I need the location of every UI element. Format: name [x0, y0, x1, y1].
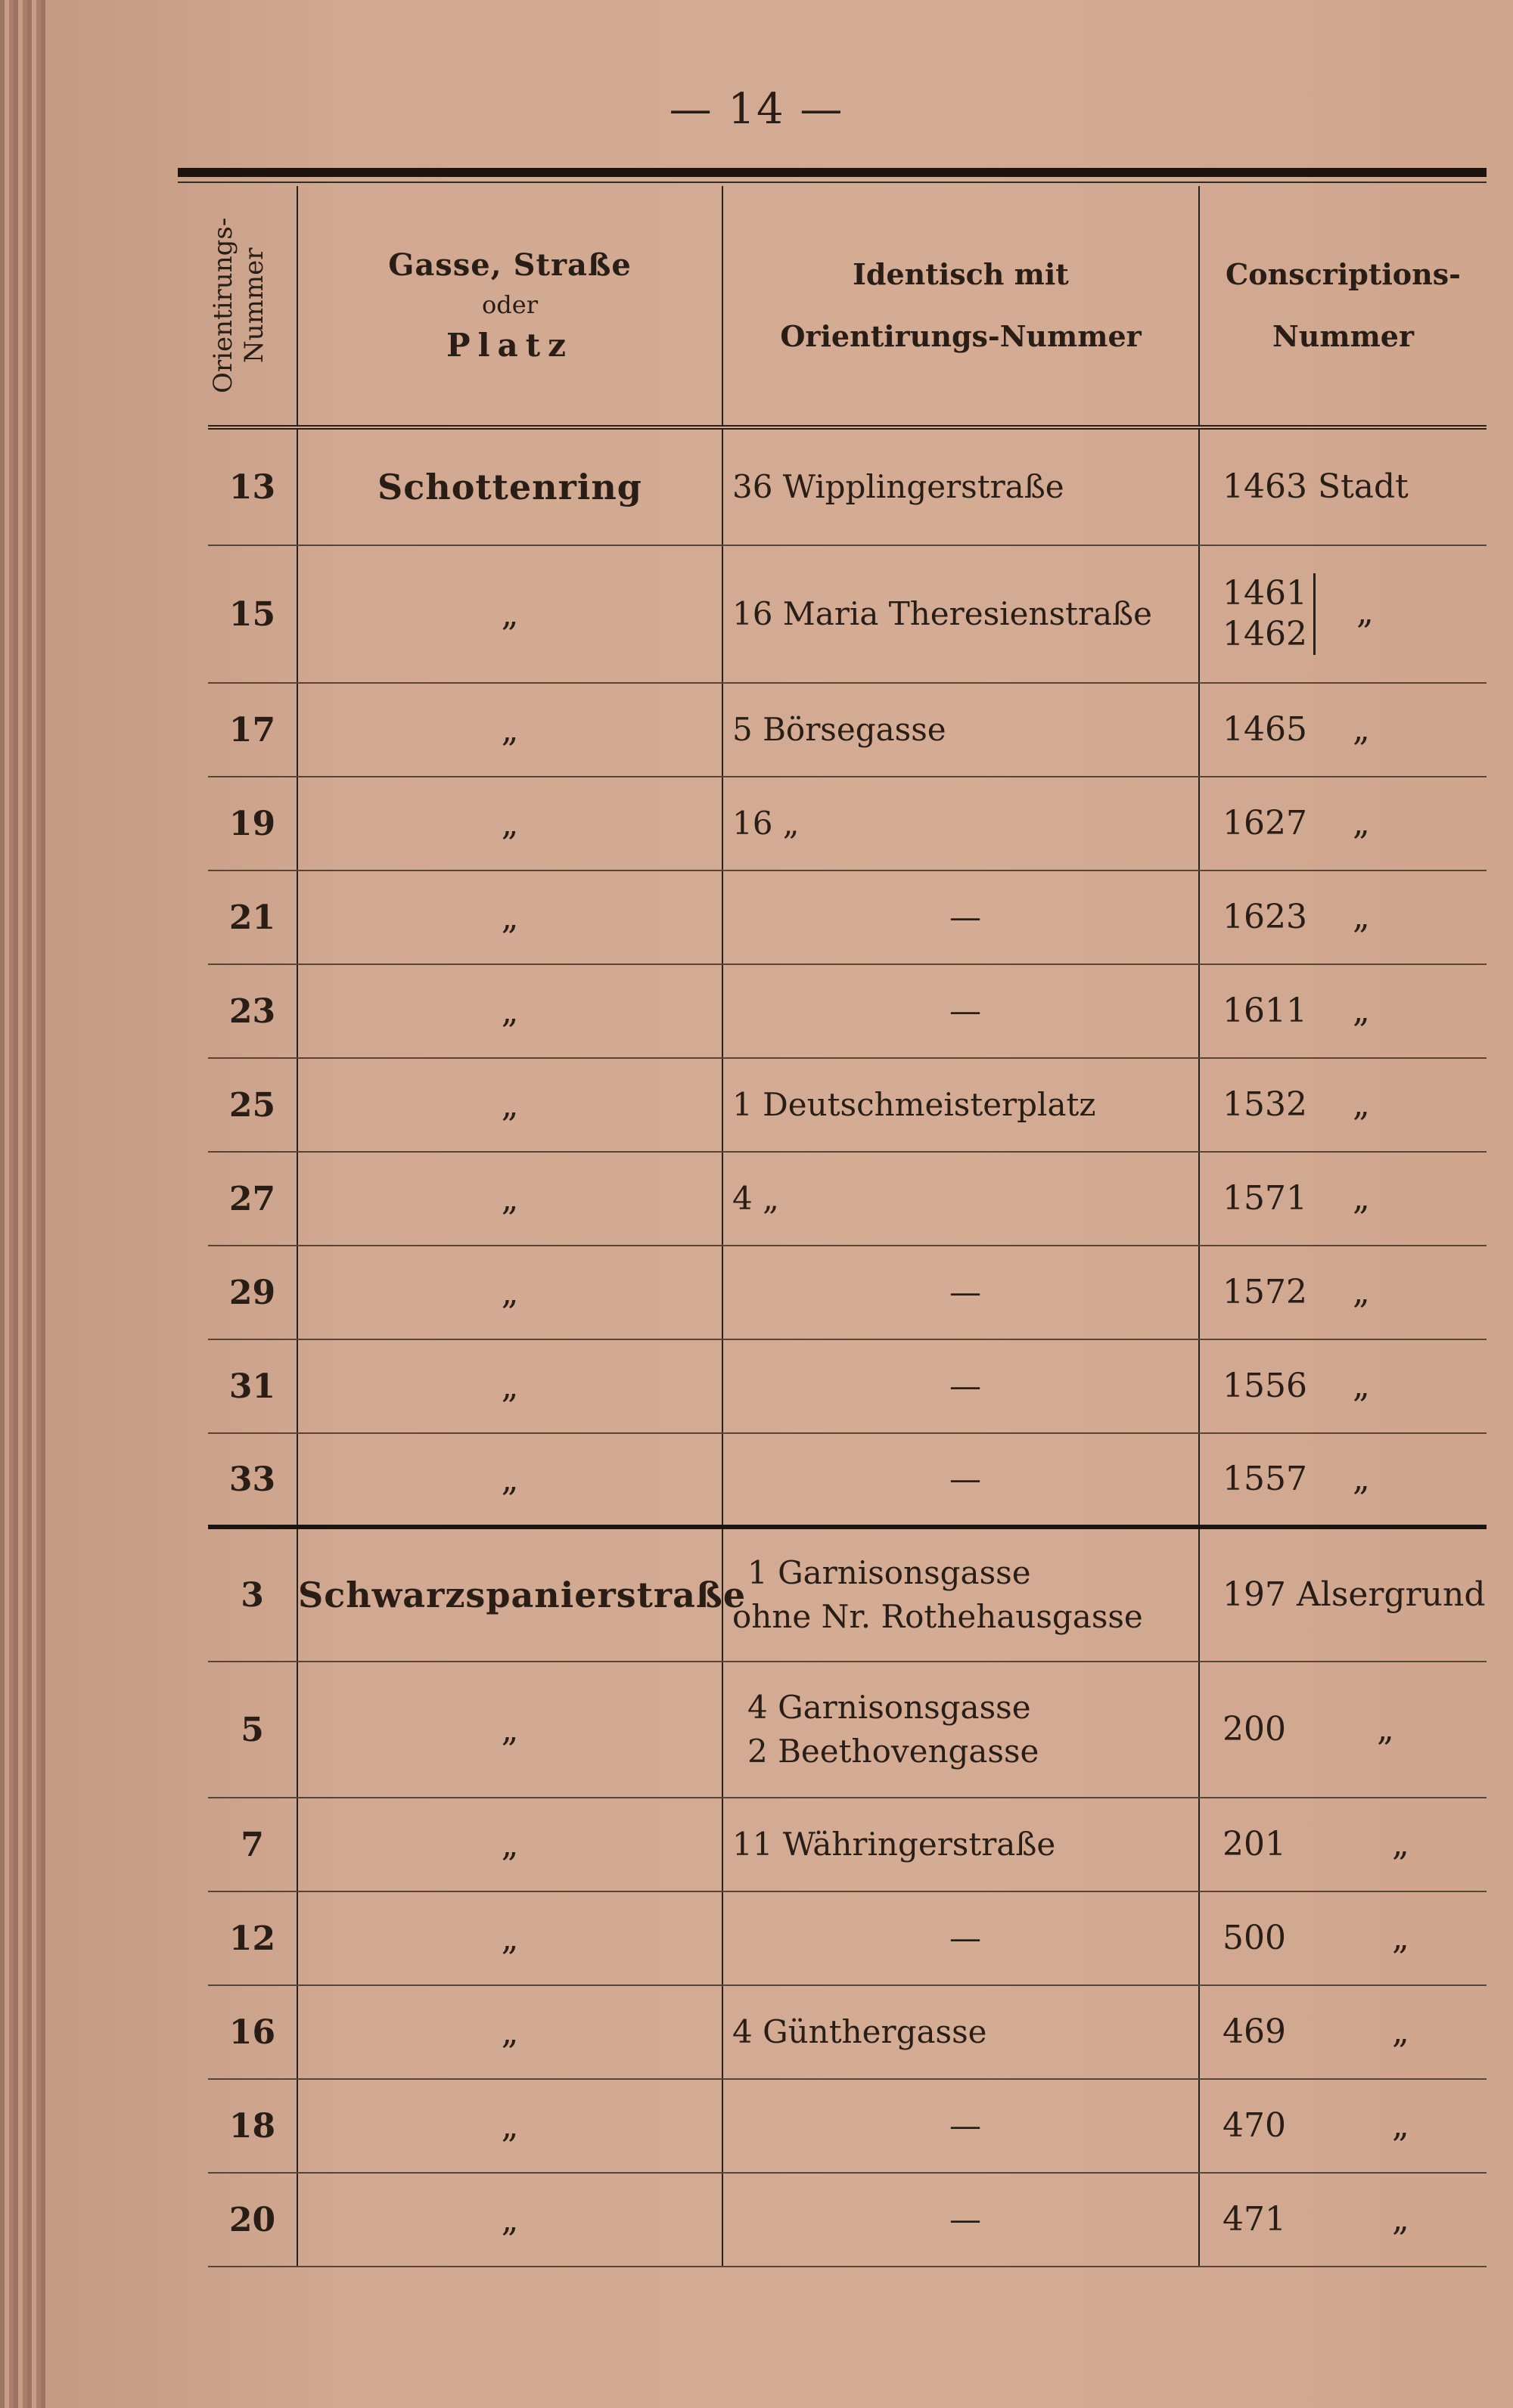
conscription-value: 201 [1223, 1825, 1286, 1863]
table-row [208, 964, 1487, 1058]
header-orientation [208, 186, 297, 427]
table-row [208, 1662, 1487, 1798]
identical-with: — [722, 1246, 1199, 1339]
orientation-number: 3 [208, 1527, 297, 1662]
orientation-number: 15 [208, 545, 297, 683]
table-row [208, 1798, 1487, 1891]
identical-with: — [722, 1891, 1199, 1985]
table-row [208, 1058, 1487, 1152]
ditto-mark: „ [1352, 1460, 1370, 1498]
conscription-value: 469 [1223, 2012, 1286, 2051]
identical-with-line2: ohne Nr. Rothehausgasse [732, 1598, 1143, 1635]
orientation-number: 13 [208, 427, 297, 545]
section-schottenring [208, 427, 1487, 1527]
conscription-number [1199, 1246, 1487, 1339]
identical-with: 5 Börsegasse [722, 683, 1199, 777]
conscription-number [1199, 683, 1487, 777]
ditto-mark: „ [1352, 898, 1370, 936]
table-row [208, 870, 1487, 964]
table-row [208, 1985, 1487, 2079]
identical-with: — [722, 2173, 1199, 2267]
street-name: „ [297, 1058, 722, 1152]
conscription-number [1199, 1662, 1487, 1798]
identical-with [722, 1662, 1199, 1798]
conscription-value: 1556 [1223, 1367, 1307, 1405]
table-row [208, 1339, 1487, 1433]
conscription-number-a: 1461 [1223, 574, 1307, 613]
orientation-number: 12 [208, 1891, 297, 1985]
ditto-mark: „ [1391, 2200, 1409, 2239]
orientation-number: 23 [208, 964, 297, 1058]
conscription-value: 1623 [1223, 898, 1307, 936]
conscription-number [1199, 2079, 1487, 2173]
table-row [208, 2173, 1487, 2267]
identical-with: 4 „ [722, 1152, 1199, 1246]
header-street-line1: Gasse, Straße [388, 247, 632, 283]
page-number: — 14 — [669, 85, 844, 134]
conscription-number [1199, 1891, 1487, 1985]
identical-with: 1 Deutschmeisterplatz [722, 1058, 1199, 1152]
street-name: Schwarzspanierstraße [297, 1527, 722, 1662]
ditto-mark: „ [1352, 1085, 1370, 1124]
table-row [208, 777, 1487, 870]
identical-with: — [722, 1339, 1199, 1433]
street-name: „ [297, 2173, 722, 2267]
conscription-number [1199, 545, 1487, 683]
ditto-mark: „ [1391, 2012, 1409, 2051]
table-row [208, 545, 1487, 683]
header-conscription-line1: Conscriptions- [1226, 257, 1461, 291]
conscription-value: 1572 [1223, 1273, 1307, 1311]
address-table [208, 186, 1487, 2267]
identical-with: — [722, 964, 1199, 1058]
orientation-number: 17 [208, 683, 297, 777]
table-row [208, 427, 1487, 545]
orientation-number: 7 [208, 1798, 297, 1891]
table-row [208, 2079, 1487, 2173]
conscription-number [1199, 964, 1487, 1058]
conscription-number [1199, 870, 1487, 964]
header-identical-line2: Orientirungs-Nummer [780, 319, 1142, 353]
conscription-number [1199, 1339, 1487, 1433]
header-conscription-line2: Nummer [1272, 319, 1414, 353]
street-name: „ [297, 1246, 722, 1339]
identical-with: 11 Währingerstraße [722, 1798, 1199, 1891]
street-name: „ [297, 870, 722, 964]
street-name: „ [297, 1152, 722, 1246]
street-name: „ [297, 1433, 722, 1527]
orientation-number: 25 [208, 1058, 297, 1152]
street-name: „ [297, 683, 722, 777]
conscription-number [1199, 1985, 1487, 2079]
street-name: Schottenring [297, 427, 722, 545]
header-street-line3: Platz [446, 327, 573, 364]
header-identical [722, 186, 1199, 427]
header-orientation-label: Orientirungs-Nummer [208, 217, 269, 394]
identical-with: — [722, 2079, 1199, 2173]
conscription-value: 470 [1223, 2106, 1286, 2145]
orientation-number: 29 [208, 1246, 297, 1339]
orientation-number: 27 [208, 1152, 297, 1246]
table-row [208, 1527, 1487, 1662]
table-row [208, 1891, 1487, 1985]
orientation-number: 20 [208, 2173, 297, 2267]
ditto-mark: „ [1352, 1367, 1370, 1405]
conscription-value: 1557 [1223, 1460, 1307, 1498]
identical-with: — [722, 1433, 1199, 1527]
conscription-value: 1532 [1223, 1085, 1307, 1124]
table-row [208, 1246, 1487, 1339]
table-row [208, 1152, 1487, 1246]
conscription-number [1199, 1058, 1487, 1152]
orientation-number: 21 [208, 870, 297, 964]
ditto-mark: „ [1352, 804, 1370, 842]
conscription-value: 500 [1223, 1919, 1286, 1957]
conscription-value: 471 [1223, 2200, 1286, 2239]
conscription-number-b: 1462 [1223, 615, 1307, 653]
ditto-mark: „ [1391, 1919, 1409, 1957]
ditto-mark: „ [1352, 991, 1370, 1030]
street-name: „ [297, 545, 722, 683]
conscription-value: 200 [1223, 1710, 1286, 1749]
top-thin-rule [178, 182, 1487, 183]
header-street-line2: oder [482, 290, 538, 319]
header-street [297, 186, 722, 427]
identical-with: 16 Maria Theresienstraße [722, 545, 1199, 683]
street-name: „ [297, 1985, 722, 2079]
conscription-number [1199, 1798, 1487, 1891]
table-row [208, 1433, 1487, 1527]
orientation-number: 19 [208, 777, 297, 870]
conscription-number: 1463 Stadt [1199, 427, 1487, 545]
conscription-number [1199, 777, 1487, 870]
orientation-number: 5 [208, 1662, 297, 1798]
conscription-value: 1465 [1223, 710, 1307, 749]
header-conscription [1199, 186, 1487, 427]
identical-with-line2: 2 Beethovengasse [747, 1733, 1039, 1770]
ditto-mark: „ [1352, 1179, 1370, 1218]
ditto-mark: „ [1391, 2106, 1409, 2145]
conscription-number [1199, 2173, 1487, 2267]
conscription-value: 1627 [1223, 804, 1307, 842]
street-name: „ [297, 777, 722, 870]
street-name: „ [297, 1798, 722, 1891]
header-identical-line1: Identisch mit [853, 257, 1069, 291]
identical-with: — [722, 870, 1199, 964]
orientation-number: 18 [208, 2079, 297, 2173]
conscription-number [1199, 1152, 1487, 1246]
street-name: „ [297, 1339, 722, 1433]
street-name: „ [297, 1662, 722, 1798]
top-rule [178, 168, 1487, 177]
ditto-mark: „ [1376, 1710, 1394, 1749]
header-row [208, 186, 1487, 427]
identical-with: 4 Günthergasse [722, 1985, 1199, 2079]
ditto-mark: „ [1352, 1273, 1370, 1311]
conscription-number: 197 Alsergrund [1199, 1527, 1487, 1662]
identical-with-line1: 1 Garnisonsgasse [747, 1554, 1031, 1591]
table-row [208, 683, 1487, 777]
identical-with [722, 1527, 1199, 1662]
orientation-number: 16 [208, 1985, 297, 2079]
conscription-value: 1611 [1223, 991, 1307, 1030]
ditto-mark: „ [1391, 1825, 1409, 1863]
identical-with-line1: 4 Garnisonsgasse [747, 1689, 1031, 1726]
orientation-number: 33 [208, 1433, 297, 1527]
conscription-value: 1571 [1223, 1179, 1307, 1218]
conscription-number [1199, 1433, 1487, 1527]
identical-with: 16 „ [722, 777, 1199, 870]
street-name: „ [297, 2079, 722, 2173]
section-schwarzspanierstrasse [208, 1527, 1487, 2267]
street-name: „ [297, 964, 722, 1058]
identical-with: 36 Wipplingerstraße [722, 427, 1199, 545]
orientation-number: 31 [208, 1339, 297, 1433]
street-name: „ [297, 1891, 722, 1985]
ditto-mark: „ [1352, 710, 1370, 749]
ditto-mark: „ [1356, 592, 1374, 631]
